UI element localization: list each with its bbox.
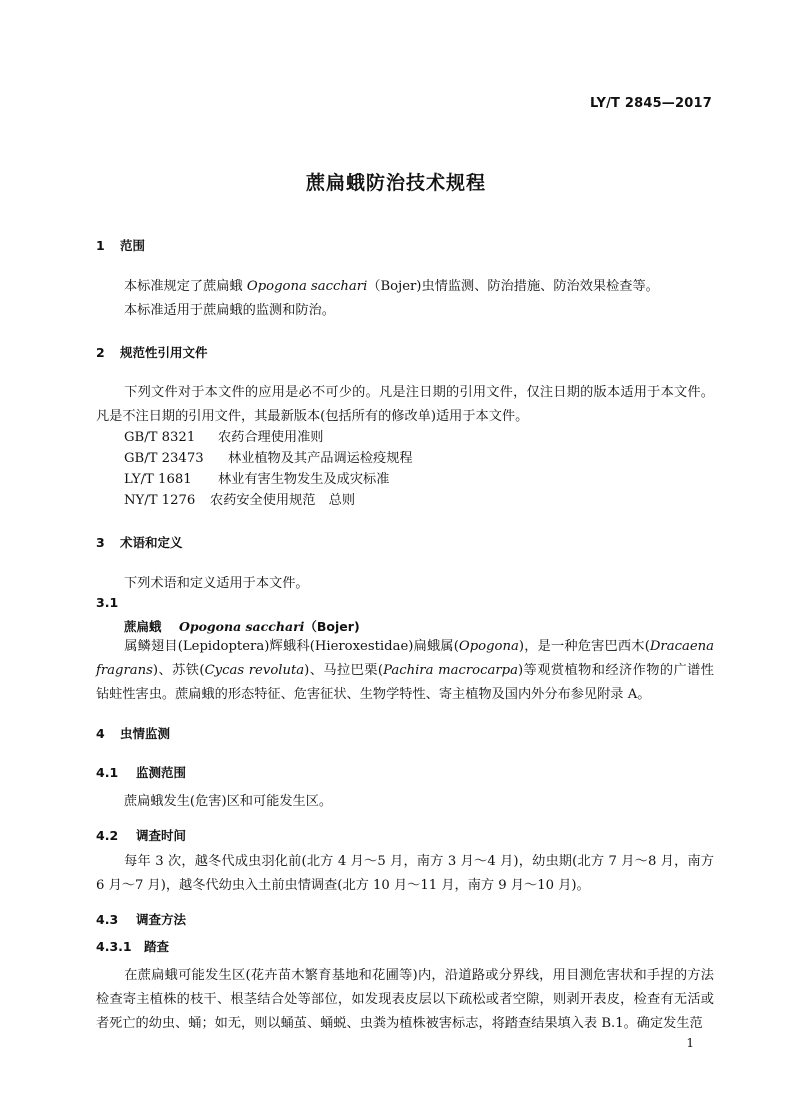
- section-number: 2: [96, 345, 105, 360]
- term-definition: [96, 635, 714, 707]
- section-1-paragraph-1: [124, 275, 659, 299]
- section-2-heading: [96, 343, 208, 361]
- section-title: 术语和定义: [120, 535, 183, 550]
- section-number: 4.2: [96, 828, 119, 843]
- subsection-4-3-1-heading: [96, 937, 169, 955]
- reference-name: 农药合理使用准则: [218, 430, 324, 445]
- text: 本标准规定了蔗扁蛾: [124, 279, 247, 294]
- section-title: 规范性引用文件: [120, 345, 208, 360]
- term-scientific: Opogona sacchari: [178, 619, 305, 634]
- term-author: （Bojer): [304, 619, 360, 634]
- section-title: 范围: [120, 238, 146, 253]
- section-title: 监测范围: [136, 765, 187, 780]
- section-number: 1: [96, 238, 105, 253]
- text: 下列文件对于本文件的应用是必不可少的。凡是注日期的引用文件，仅注日期的版本适用于本文件。凡是不注日期的引用文件，其最新版本(包括所有的修改单)适用于本文件。: [96, 385, 714, 424]
- scientific-name: Pachira macrocarpa: [383, 663, 518, 678]
- section-title: 调查时间: [136, 828, 187, 843]
- term-chinese: 蔗扁蛾: [124, 619, 162, 634]
- section-number: 4: [96, 726, 105, 741]
- subsection-4-3-1-text: [96, 964, 714, 1036]
- scientific-name: Opogona: [458, 639, 519, 654]
- standard-number: LY/T 2845—2017: [590, 96, 712, 111]
- text: )，是一种危害巴西木(: [518, 639, 650, 654]
- section-4-heading: [96, 724, 170, 742]
- subsection-4-3-heading: [96, 910, 186, 928]
- term-number: 3.1: [96, 595, 119, 610]
- section-3-intro: 下列术语和定义适用于本文件。: [124, 576, 309, 591]
- reference-name: 农药安全使用规范 总则: [210, 493, 356, 508]
- section-1-heading: [96, 236, 145, 254]
- text: )等观赏植物和经济作物的广谱性钻蛀性害虫。蔗扁蛾的形态特征、危害征状、生物学特性、寄主植物及国内外分布参见附录 A。: [96, 663, 714, 702]
- reference-name: 林业有害生物发生及成灾标准: [218, 472, 390, 487]
- reference-code: NY/T 1276: [124, 493, 196, 508]
- section-3-heading: [96, 533, 183, 551]
- document-title: 蔗扁蛾防治技术规程: [305, 172, 486, 194]
- text: 每年 3 次，越冬代成虫羽化前(北方 4 月～5 月，南方 3 月～4 月)，幼虫期(北方 7 月～8 月，南方 6 月～7 月)，越冬代幼虫入土前虫情调查(北方 10 月～11 月，南方 9 月～10 月)。: [96, 854, 714, 893]
- text: )、苏铁(: [152, 663, 205, 678]
- section-title: 虫情监测: [120, 726, 171, 741]
- subsection-4-2-heading: [96, 826, 186, 844]
- reference-name: 林业植物及其产品调运检疫规程: [228, 451, 413, 466]
- text: )、马拉巴栗(: [304, 663, 384, 678]
- reference-item: [124, 489, 355, 513]
- section-1-paragraph-2: 本标准适用于蔗扁蛾的监测和防治。: [124, 303, 335, 318]
- reference-code: LY/T 1681: [124, 472, 192, 487]
- section-number: 4.1: [96, 765, 119, 780]
- subsection-4-1-text: 蔗扁蛾发生(危害)区和可能发生区。: [124, 794, 333, 809]
- text: 属鳞翅目(Lepidoptera)辉蛾科(Hieroxestidae)扁蛾属(: [124, 639, 459, 654]
- reference-code: GB/T 23473: [124, 451, 204, 466]
- section-number: 3: [96, 535, 105, 550]
- text: （Bojer)虫情监测、防治措施、防治效果检查等。: [367, 279, 659, 294]
- scientific-name: Opogona sacchari: [246, 279, 368, 294]
- section-title: 调查方法: [136, 912, 187, 927]
- section-2-intro: [96, 381, 714, 429]
- reference-code: GB/T 8321: [124, 430, 196, 445]
- section-number: 4.3: [96, 912, 119, 927]
- subsection-4-2-text: [96, 850, 714, 898]
- subsection-4-1-heading: [96, 763, 186, 781]
- term-entry: [124, 617, 360, 635]
- scientific-name: Cycas revoluta: [204, 663, 305, 678]
- page-number: 1: [686, 1036, 694, 1050]
- section-title: 踏查: [144, 939, 170, 954]
- scientific-name: Dracaena fragrans: [96, 639, 714, 678]
- section-number: 4.3.1: [96, 939, 132, 954]
- text: 在蔗扁蛾可能发生区(花卉苗木繁育基地和花圃等)内，沿道路或分界线，用目测危害状和手捏的方法检查寄主植株的枝干、根茎结合处等部位，如发现表皮层以下疏松或者空隙，则剥开表皮，检查有无活或者死亡的幼虫、蛹；如无，则以蛹茧、蛹蜕、虫粪为植株被害标志，将踏查结果填入表 B.1。确定发生范: [96, 968, 714, 1031]
